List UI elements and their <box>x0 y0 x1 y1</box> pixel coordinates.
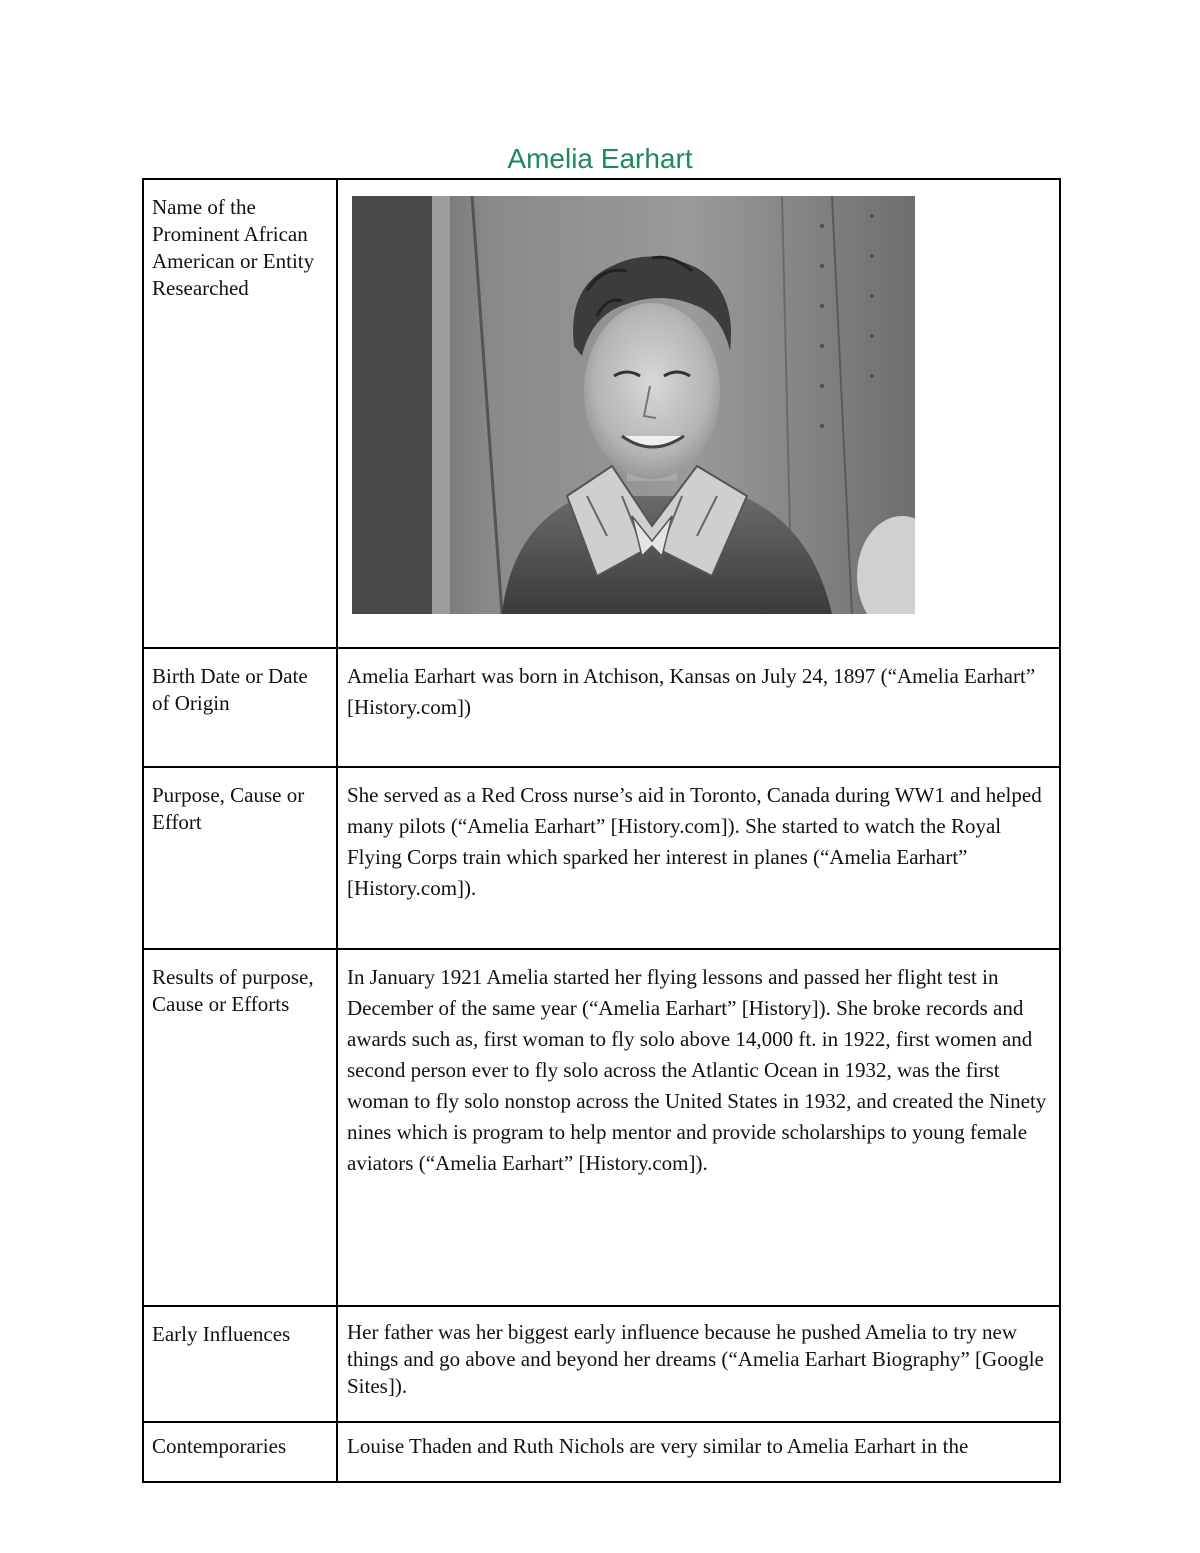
row-label: Contemporaries <box>143 1422 337 1482</box>
row-value: She served as a Red Cross nurse’s aid in Toronto, Canada during WW1 and helped many pilots (“Amelia Earhart” [History.com]). She started to watch the Royal Flying Corps train which sparked her interest in planes (“Amelia Earhart” [History.com]). <box>337 767 1060 949</box>
table-row-name <box>143 179 1060 648</box>
portrait-photo <box>352 196 915 614</box>
row-label: Name of the Prominent African American or Entity Researched <box>143 179 337 648</box>
row-value: Her father was her biggest early influence because he pushed Amelia to try new things and go above and beyond her dreams (“Amelia Earhart Biography” [Google Sites]). <box>337 1306 1060 1422</box>
portrait-photo-icon <box>352 196 915 614</box>
table-row-birth-date <box>143 648 1060 767</box>
row-label: Results of purpose, Cause or Efforts <box>143 949 337 1306</box>
table-row-early-influences <box>143 1306 1060 1422</box>
table-row-purpose <box>143 767 1060 949</box>
table-row-contemporaries <box>143 1422 1060 1482</box>
row-value: In January 1921 Amelia started her flying lessons and passed her flight test in December of the same year (“Amelia Earhart” [History]). She broke records and awards such as, first woman to fly solo above 14,000 ft. in 1922, first women and second person ever to fly solo across the Atlantic Ocean in 1932, was the first woman to fly solo nonstop across the United States in 1932, and created the Ninety nines which is program to help mentor and provide scholarships to young female aviators (“Amelia Earhart” [History.com]). <box>337 949 1060 1306</box>
document-title: Amelia Earhart <box>507 143 693 174</box>
row-label: Birth Date or Date of Origin <box>143 648 337 767</box>
photo-cell <box>337 179 1060 648</box>
row-label: Early Influences <box>143 1306 337 1422</box>
row-label: Purpose, Cause or Effort <box>143 767 337 949</box>
row-value: Louise Thaden and Ruth Nichols are very similar to Amelia Earhart in the <box>337 1422 1060 1482</box>
table-row-results <box>143 949 1060 1306</box>
research-table <box>142 178 1061 1483</box>
row-value: Amelia Earhart was born in Atchison, Kansas on July 24, 1897 (“Amelia Earhart” [History.com]) <box>337 648 1060 767</box>
